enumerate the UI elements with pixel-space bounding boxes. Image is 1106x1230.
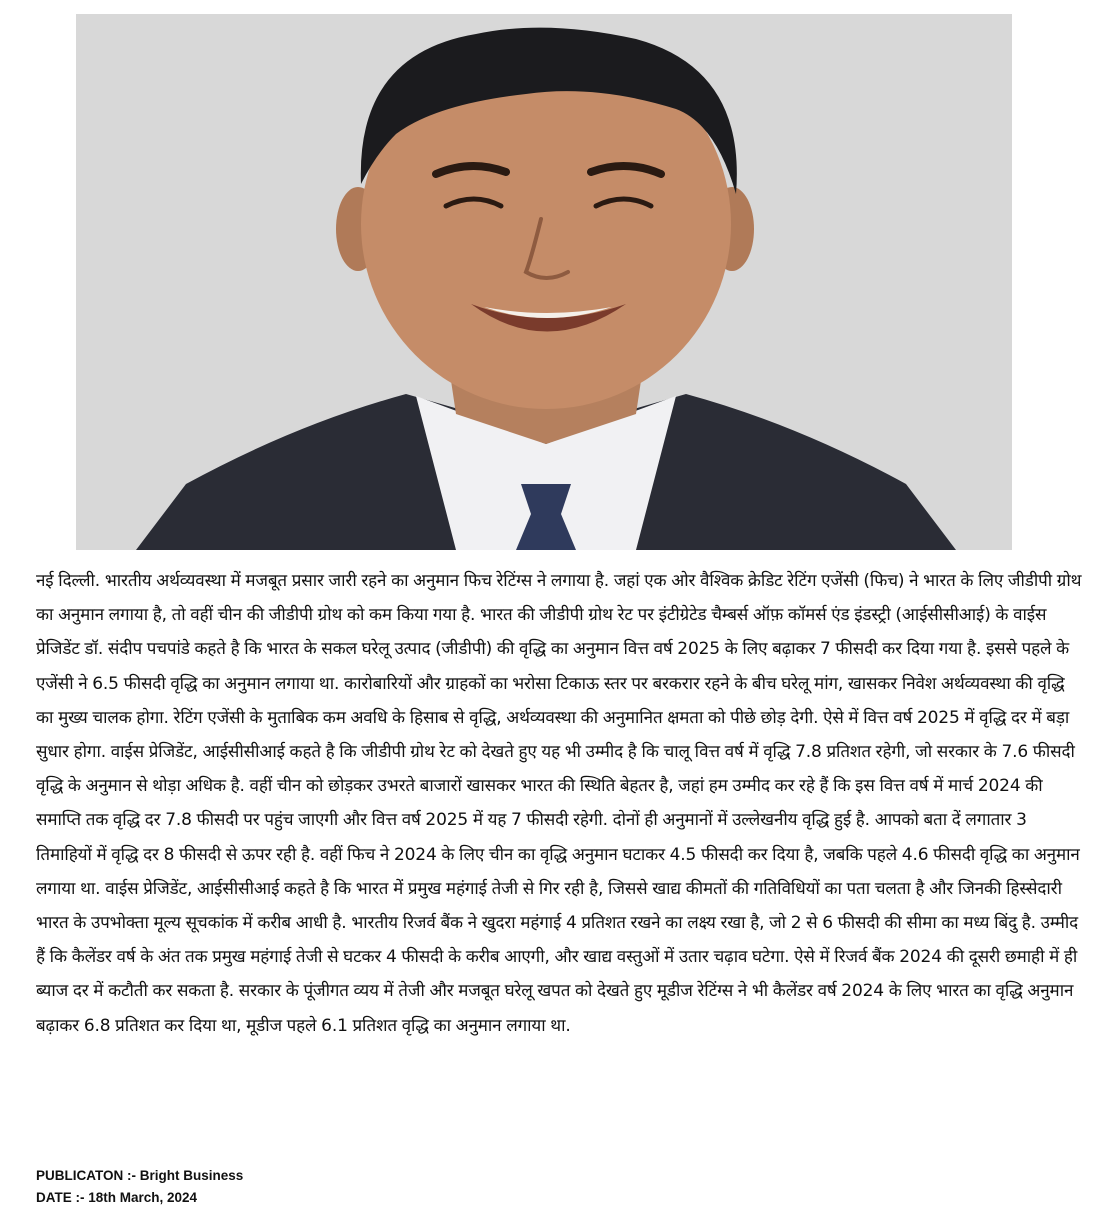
portrait-illustration: [76, 14, 1012, 550]
publication-meta: [36, 1165, 243, 1209]
publication-label: PUBLICATON :- Bright Business: [36, 1168, 244, 1183]
date-label: DATE :- 18th March, 2024: [36, 1190, 198, 1205]
portrait-photo: [76, 14, 1012, 550]
article-body: नई दिल्ली. भारतीय अर्थव्यवस्था में मजबूत प्रसार जारी रहने का अनुमान फिच रेटिंग्स ने लगाया है. जहां एक ओर वैश्विक क्रेडिट रेटिंग एजेंसी (फिच) ने भारत के लिए जीडीपी ग्रोथ का अनुमान लगाया है, तो वहीं चीन की जीडीपी ग्रोथ को कम किया गया है. भारत की जीडीपी ग्रोथ रेट पर इंटीग्रेटेड चैम्बर्स ऑफ़ कॉमर्स एंड इंडस्ट्री (आईसीसीआई) के वाईस प्रेजिडेंट डॉ. संदीप पचपांडे कहते है कि भारत के सकल घरेलू उत्पाद (जीडीपी) की वृद्धि का अनुमान वित्त वर्ष 2025 के लिए बढ़ाकर 7 फीसदी कर दिया गया है. इससे पहले के एजेंसी ने 6.5 फीसदी वृद्धि का अनुमान लगाया था. कारोबारियों और ग्राहकों का भरोसा टिकाऊ स्तर पर बरकरार रहने के बीच घरेलू मांग, खासकर निवेश अर्थव्यवस्था की वृद्धि का मुख्य चालक होगा. रेटिंग एजेंसी के मुताबिक कम अवधि के हिसाब से वृद्धि, अर्थव्यवस्था की अनुमानित क्षमता को पीछे छोड़ देगी. ऐसे में वित्त वर्ष 2025 में वृद्धि दर में बड़ा सुधार होगा. वाईस प्रेजिडेंट, आईसीसीआई कहते है कि जीडीपी ग्रोथ रेट को देखते हुए यह भी उम्मीद है कि चालू वित्त वर्ष में वृद्धि 7.8 प्रतिशत रहेगी, जो सरकार के 7.6 फीसदी वृद्धि के अनुमान से थोड़ा अधिक है. वहीं चीन को छोड़कर उभरते बाजारों खासकर भारत की स्थिति बेहतर है, जहां हम उम्मीद कर रहे हैं कि इस वित्त वर्ष में मार्च 2024 की समाप्ति तक वृद्धि दर 7.8 फीसदी पर पहुंच जाएगी और वित्त वर्ष 2025 में यह 7 फीसदी रहेगी. दोनों ही अनुमानों में उल्लेखनीय वृद्धि हुई है. आपको बता दें लगातार 3 तिमाहियों में वृद्धि दर 8 फीसदी से ऊपर रही है. वहीं फिच ने 2024 के लिए चीन का वृद्धि अनुमान घटाकर 4.5 फीसदी कर दिया है, जबकि पहले 4.6 फीसदी वृद्धि का अनुमान लगाया था. वाईस प्रेजिडेंट, आईसीसीआई कहते है कि भारत में प्रमुख महंगाई तेजी से गिर रही है, जिससे खाद्य कीमतों की गतिविधियों का पता चलता है और जिनकी हिस्सेदारी भारत के उपभोक्ता मूल्य सूचकांक में करीब आधी है. भारतीय रिजर्व बैंक ने खुदरा महंगाई 4 प्रतिशत रखने का लक्ष्य रखा है, जो 2 से 6 फीसदी की सीमा का मध्य बिंदु है. उम्मीद हैं कि कैलेंडर वर्ष के अंत तक प्रमुख महंगाई तेजी से घटकर 4 फीसदी के करीब आएगी, और खाद्य वस्तुओं में उतार चढ़ाव घटेगा. ऐसे में रिजर्व बैंक 2024 की दूसरी छमाही में ही ब्याज दर में कटौती कर सकता है. सरकार के पूंजीगत व्यय में तेजी और मजबूत घरेलू खपत को देखते हुए मूडीज रेटिंग्स ने भी कैलेंडर वर्ष 2024 के लिए भारत का वृद्धि अनुमान बढ़ाकर 6.8 प्रतिशत कर दिया था, मूडीज पहले 6.1 प्रतिशत वृद्धि का अनुमान लगाया था.: [36, 571, 1082, 1036]
